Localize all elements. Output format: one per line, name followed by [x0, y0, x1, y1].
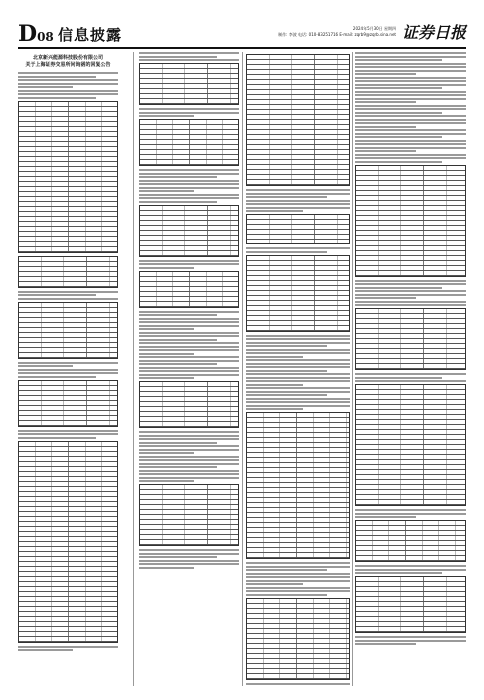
text-line: [139, 173, 239, 175]
text-line: [355, 66, 466, 68]
text-line: [246, 345, 327, 347]
text-line: [246, 251, 327, 253]
text-line: [355, 280, 466, 282]
text-line: [139, 194, 239, 196]
data-table: [355, 520, 466, 562]
text-line: [355, 98, 466, 100]
newspaper-masthead: 证券日报: [401, 23, 466, 42]
text-line: [355, 290, 466, 292]
text-line: [246, 580, 350, 582]
text-line: [246, 193, 350, 195]
text-line: [355, 119, 466, 121]
text-line: [139, 370, 239, 372]
text-line: [139, 452, 194, 454]
text-line: [139, 260, 239, 262]
text-line: [246, 398, 350, 400]
text-line: [246, 401, 350, 403]
text-line: [246, 590, 350, 592]
text-line: [139, 176, 217, 178]
data-table: [355, 165, 466, 277]
text-line: [355, 565, 466, 567]
text-line: [246, 359, 350, 361]
text-line: [355, 154, 466, 156]
header-meta: [278, 26, 396, 38]
column-divider: [133, 52, 134, 686]
text-line: [355, 115, 466, 117]
column-divider: [352, 52, 353, 686]
text-line: [18, 369, 118, 371]
text-line: [355, 283, 466, 285]
text-line: [246, 380, 350, 382]
text-line: [18, 291, 118, 293]
column-3: [246, 52, 350, 686]
column-divider: [242, 52, 243, 686]
text-line: [355, 643, 416, 645]
text-line: [139, 556, 217, 558]
data-table: [246, 255, 350, 332]
text-line: [246, 566, 350, 568]
text-line: [18, 298, 118, 300]
text-line: [246, 373, 350, 375]
text-line: [18, 376, 96, 378]
text-line: [139, 108, 239, 110]
text-line: [139, 169, 239, 171]
text-line: [355, 133, 466, 135]
data-table: [355, 308, 466, 370]
text-line: [139, 360, 239, 362]
text-line: [18, 433, 118, 435]
text-line: [355, 150, 416, 152]
text-line: [246, 189, 350, 191]
page-digits: 08: [37, 30, 54, 44]
data-table: [18, 380, 118, 427]
data-table: [246, 412, 350, 559]
text-line: [246, 387, 350, 389]
data-table: [139, 271, 239, 308]
text-line: [246, 391, 350, 393]
data-table: [139, 381, 239, 428]
data-table: [139, 205, 239, 257]
text-line: [139, 56, 217, 58]
text-line: [139, 459, 239, 461]
text-line: [139, 180, 239, 182]
text-line: [355, 108, 466, 110]
text-line: [18, 86, 73, 88]
article-title: [18, 55, 118, 69]
text-line: [246, 408, 303, 410]
text-line: [355, 297, 416, 299]
text-line: [18, 79, 118, 81]
column-4: [355, 52, 466, 686]
text-line: [139, 349, 239, 351]
text-line: [246, 200, 350, 202]
data-table: [18, 101, 118, 253]
data-table: [246, 54, 350, 186]
text-line: [246, 335, 350, 337]
text-line: [355, 572, 442, 574]
text-line: [246, 569, 327, 571]
text-line: [18, 437, 96, 439]
text-line: [18, 646, 118, 648]
text-line: [246, 562, 350, 564]
text-line: [139, 115, 194, 117]
text-line: [355, 101, 416, 103]
text-line: [139, 339, 217, 341]
text-line: [246, 342, 350, 344]
text-line: [355, 56, 466, 58]
text-line: [246, 196, 327, 198]
data-table: [139, 484, 239, 546]
text-line: [246, 587, 350, 589]
text-line: [18, 76, 96, 78]
text-line: [246, 210, 303, 212]
text-line: [139, 367, 239, 369]
text-line: [139, 473, 239, 475]
text-line: [139, 477, 239, 479]
data-table: [355, 384, 466, 506]
text-line: [355, 640, 466, 642]
column-1: [18, 52, 118, 686]
text-line: [355, 380, 466, 382]
text-line: [355, 569, 466, 571]
text-line: [355, 136, 442, 138]
text-line: [246, 338, 350, 340]
text-line: [18, 365, 73, 367]
text-line: [246, 370, 327, 372]
text-line: [355, 129, 466, 131]
article-title-line-1: 北京新兴能源科技股份有限公司: [32, 55, 103, 61]
text-line: [139, 456, 239, 458]
text-line: [139, 549, 239, 551]
text-line: [246, 363, 350, 365]
text-line: [355, 161, 442, 163]
text-line: [355, 294, 466, 296]
data-table: [18, 302, 118, 359]
page-letter: D: [18, 21, 38, 47]
text-line: [246, 394, 327, 396]
text-line: [139, 431, 239, 433]
text-line: [355, 301, 466, 303]
text-line: [139, 187, 239, 189]
text-line: [355, 84, 466, 86]
text-line: [246, 573, 350, 575]
text-line: [246, 583, 303, 585]
text-line: [355, 636, 466, 638]
data-table: [18, 441, 118, 643]
text-line: [18, 72, 118, 74]
text-line: [139, 470, 239, 472]
text-line: [355, 304, 466, 306]
text-line: [139, 346, 239, 348]
text-line: [139, 52, 239, 54]
text-line: [355, 122, 466, 124]
text-line: [355, 516, 416, 518]
text-line: [246, 384, 303, 386]
text-line: [246, 377, 350, 379]
text-line: [18, 362, 118, 364]
text-line: [355, 287, 442, 289]
text-line: [139, 183, 239, 185]
contact-line: 制作: 李波 电话: 010-83251716 E-mail: zqrb9@zqrb.sina.net: [278, 32, 396, 37]
text-line: [355, 513, 466, 515]
data-table: [246, 598, 350, 680]
text-line: [139, 374, 239, 376]
page-number: [18, 21, 54, 47]
text-line: [139, 267, 194, 269]
text-line: [355, 105, 466, 107]
text-line: [139, 463, 239, 465]
data-table: [355, 576, 466, 633]
text-line: [18, 93, 118, 95]
column-2: [139, 52, 239, 686]
text-line: [355, 373, 466, 375]
text-line: [355, 91, 466, 93]
text-line: [139, 197, 239, 199]
text-line: [139, 201, 217, 203]
text-line: [139, 328, 194, 330]
text-line: [355, 63, 466, 65]
text-line: [139, 59, 239, 61]
text-line: [355, 147, 466, 149]
text-line: [139, 356, 239, 358]
text-line: [18, 90, 118, 92]
text-line: [139, 332, 239, 334]
text-line: [355, 59, 442, 61]
text-line: [139, 567, 194, 569]
section-title: 信息披露: [58, 26, 123, 44]
text-line: [139, 445, 239, 447]
text-line: [139, 560, 239, 562]
text-line: [355, 112, 442, 114]
text-line: [246, 356, 303, 358]
text-line: [246, 576, 350, 578]
text-line: [246, 683, 350, 685]
text-line: [139, 353, 194, 355]
text-line: [355, 70, 466, 72]
text-line: [139, 311, 239, 313]
text-line: [355, 140, 466, 142]
text-line: [139, 112, 239, 114]
text-line: [355, 80, 466, 82]
text-line: [139, 318, 239, 320]
date-line: 2024年5月30日 星期四: [352, 26, 396, 31]
text-line: [246, 352, 350, 354]
article-title-line-2: 关于上海证券交易所问询函的回复公告: [25, 62, 111, 68]
text-line: [139, 190, 194, 192]
text-line: [246, 207, 350, 209]
text-line: [355, 77, 466, 79]
text-line: [355, 143, 466, 145]
text-line: [355, 157, 466, 159]
data-table: [139, 119, 239, 166]
page-header: [18, 21, 466, 47]
text-line: [139, 435, 239, 437]
text-line: [139, 377, 194, 379]
text-line: [18, 294, 96, 296]
data-table: [246, 214, 350, 244]
text-line: [139, 563, 239, 565]
text-line: [355, 52, 466, 54]
text-line: [139, 263, 239, 265]
text-line: [139, 335, 239, 337]
text-line: [246, 366, 350, 368]
text-line: [18, 97, 96, 99]
text-line: [246, 203, 350, 205]
text-line: [18, 649, 73, 651]
text-line: [139, 466, 217, 468]
text-line: [139, 438, 239, 440]
text-line: [355, 73, 416, 75]
text-line: [246, 349, 350, 351]
text-line: [139, 553, 239, 555]
text-line: [139, 449, 239, 451]
text-line: [139, 325, 239, 327]
text-line: [139, 480, 194, 482]
text-line: [355, 377, 442, 379]
text-line: [246, 594, 327, 596]
text-line: [139, 363, 217, 365]
text-line: [139, 314, 217, 316]
text-line: [139, 321, 239, 323]
text-line: [18, 430, 118, 432]
text-line: [355, 87, 442, 89]
text-line: [246, 405, 350, 407]
text-line: [139, 442, 217, 444]
text-line: [18, 83, 118, 85]
text-line: [355, 509, 466, 511]
text-line: [18, 372, 118, 374]
header-rule: [18, 47, 466, 49]
text-line: [355, 94, 466, 96]
data-table: [18, 256, 118, 288]
text-line: [355, 126, 416, 128]
data-table: [139, 63, 239, 105]
text-line: [139, 342, 239, 344]
text-line: [246, 247, 350, 249]
